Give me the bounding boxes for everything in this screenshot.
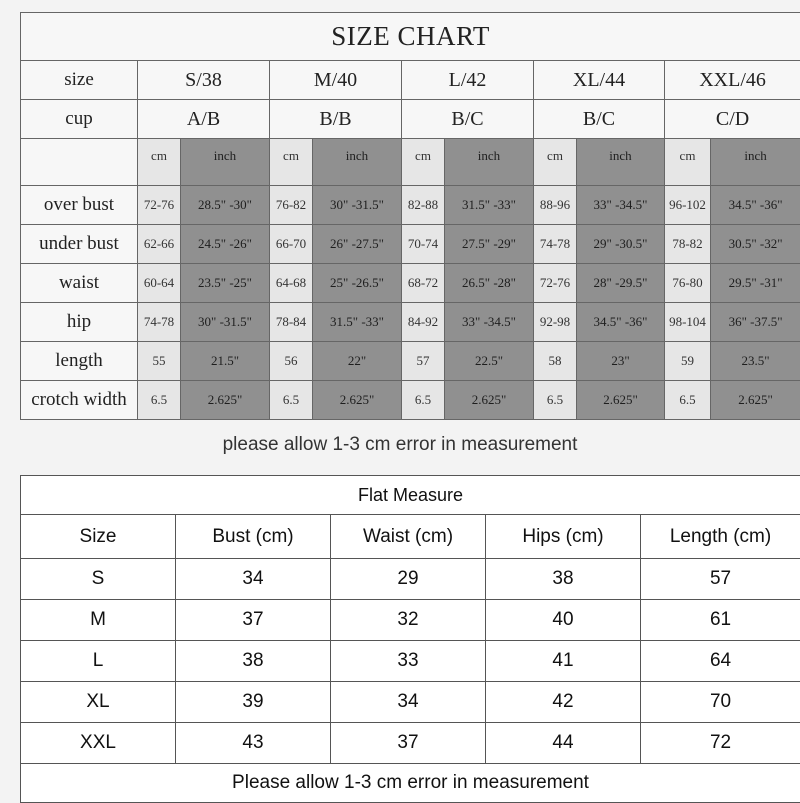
flat-header-cell: Size xyxy=(21,515,176,559)
inch-value: 24.5" -26" xyxy=(181,225,270,264)
flat-value-cell: 38 xyxy=(486,559,641,600)
measurement-label: length xyxy=(21,342,138,381)
measurement-row xyxy=(21,303,800,342)
size-chart-title: SIZE CHART xyxy=(21,13,800,61)
inch-value: 36" -37.5" xyxy=(711,303,800,342)
inch-value: 2.625" xyxy=(711,381,800,420)
cup-cell: B/C xyxy=(402,100,534,139)
measurement-label: over bust xyxy=(21,186,138,225)
flat-value-cell: 41 xyxy=(486,641,641,682)
inch-value: 26" -27.5" xyxy=(313,225,402,264)
inch-value: 33" -34.5" xyxy=(445,303,534,342)
flat-value-cell: 64 xyxy=(641,641,800,682)
cm-value: 72-76 xyxy=(138,186,181,225)
cm-value: 88-96 xyxy=(534,186,577,225)
measurement-label: crotch width xyxy=(21,381,138,420)
flat-value-cell: 61 xyxy=(641,600,800,641)
measurement-label: waist xyxy=(21,264,138,303)
inch-value: 27.5" -29" xyxy=(445,225,534,264)
inch-value: 2.625" xyxy=(445,381,534,420)
flat-measure-row xyxy=(21,600,800,641)
unit-cm-header: cm xyxy=(138,139,181,186)
cm-value: 68-72 xyxy=(402,264,445,303)
cup-row-label: cup xyxy=(21,100,138,139)
flat-value-cell: 42 xyxy=(486,682,641,723)
cm-value: 55 xyxy=(138,342,181,381)
cm-value: 92-98 xyxy=(534,303,577,342)
flat-measure-title: Flat Measure xyxy=(21,476,800,515)
measurement-error-note: please allow 1-3 cm error in measurement xyxy=(0,434,800,456)
inch-value: 22" xyxy=(313,342,402,381)
unit-inch-header: inch xyxy=(445,139,534,186)
flat-value-cell: M xyxy=(21,600,176,641)
cm-value: 6.5 xyxy=(534,381,577,420)
inch-value: 29" -30.5" xyxy=(577,225,665,264)
flat-value-cell: 38 xyxy=(176,641,331,682)
flat-value-cell: 70 xyxy=(641,682,800,723)
inch-value: 2.625" xyxy=(313,381,402,420)
inch-value: 25" -26.5" xyxy=(313,264,402,303)
flat-value-cell: 29 xyxy=(331,559,486,600)
cm-value: 6.5 xyxy=(270,381,313,420)
cm-value: 6.5 xyxy=(402,381,445,420)
flat-value-cell: 43 xyxy=(176,723,331,764)
cup-cell: B/C xyxy=(534,100,665,139)
flat-measure-row xyxy=(21,559,800,600)
flat-measure-table xyxy=(20,475,800,803)
unit-inch-header: inch xyxy=(313,139,402,186)
flat-header-cell: Waist (cm) xyxy=(331,515,486,559)
inch-value: 21.5" xyxy=(181,342,270,381)
cm-value: 78-84 xyxy=(270,303,313,342)
flat-value-cell: 57 xyxy=(641,559,800,600)
flat-header-cell: Bust (cm) xyxy=(176,515,331,559)
unit-cm-header: cm xyxy=(270,139,313,186)
inch-value: 2.625" xyxy=(577,381,665,420)
inch-value: 34.5" -36" xyxy=(577,303,665,342)
inch-value: 28.5" -30" xyxy=(181,186,270,225)
cm-value: 58 xyxy=(534,342,577,381)
measurement-row xyxy=(21,186,800,225)
cm-value: 78-82 xyxy=(665,225,711,264)
cm-value: 56 xyxy=(270,342,313,381)
unit-inch-header: inch xyxy=(577,139,665,186)
cup-cell: A/B xyxy=(138,100,270,139)
flat-value-cell: 32 xyxy=(331,600,486,641)
inch-value: 23.5" -25" xyxy=(181,264,270,303)
inch-value: 29.5" -31" xyxy=(711,264,800,303)
flat-value-cell: 39 xyxy=(176,682,331,723)
size-cell: L/42 xyxy=(402,61,534,100)
flat-value-cell: XL xyxy=(21,682,176,723)
inch-value: 28" -29.5" xyxy=(577,264,665,303)
cm-value: 98-104 xyxy=(665,303,711,342)
cm-value: 66-70 xyxy=(270,225,313,264)
measurement-row xyxy=(21,225,800,264)
measurement-row xyxy=(21,381,800,420)
cm-value: 59 xyxy=(665,342,711,381)
flat-value-cell: 40 xyxy=(486,600,641,641)
cm-value: 6.5 xyxy=(665,381,711,420)
size-row-label: size xyxy=(21,61,138,100)
cup-cell: B/B xyxy=(270,100,402,139)
flat-value-cell: S xyxy=(21,559,176,600)
flat-measure-row xyxy=(21,723,800,764)
cm-value: 74-78 xyxy=(138,303,181,342)
measurement-row xyxy=(21,264,800,303)
flat-measure-footer-note: Please allow 1-3 cm error in measurement xyxy=(21,764,800,803)
cup-cell: C/D xyxy=(665,100,800,139)
inch-value: 23.5" xyxy=(711,342,800,381)
inch-value: 34.5" -36" xyxy=(711,186,800,225)
flat-measure-row xyxy=(21,682,800,723)
flat-measure-row xyxy=(21,641,800,682)
inch-value: 23" xyxy=(577,342,665,381)
inch-value: 33" -34.5" xyxy=(577,186,665,225)
inch-value: 30" -31.5" xyxy=(313,186,402,225)
unit-cm-header: cm xyxy=(402,139,445,186)
size-cell: M/40 xyxy=(270,61,402,100)
inch-value: 31.5" -33" xyxy=(313,303,402,342)
cm-value: 72-76 xyxy=(534,264,577,303)
flat-value-cell: 37 xyxy=(331,723,486,764)
flat-header-cell: Hips (cm) xyxy=(486,515,641,559)
cm-value: 6.5 xyxy=(138,381,181,420)
size-cell: XL/44 xyxy=(534,61,665,100)
cm-value: 57 xyxy=(402,342,445,381)
size-cell: XXL/46 xyxy=(665,61,800,100)
cm-value: 62-66 xyxy=(138,225,181,264)
measurement-label: under bust xyxy=(21,225,138,264)
cm-value: 74-78 xyxy=(534,225,577,264)
inch-value: 2.625" xyxy=(181,381,270,420)
unit-row-blank xyxy=(21,139,138,186)
cm-value: 76-82 xyxy=(270,186,313,225)
flat-value-cell: 37 xyxy=(176,600,331,641)
flat-value-cell: L xyxy=(21,641,176,682)
cm-value: 76-80 xyxy=(665,264,711,303)
cm-value: 84-92 xyxy=(402,303,445,342)
inch-value: 30" -31.5" xyxy=(181,303,270,342)
flat-value-cell: 44 xyxy=(486,723,641,764)
measurement-label: hip xyxy=(21,303,138,342)
cm-value: 96-102 xyxy=(665,186,711,225)
flat-value-cell: 34 xyxy=(331,682,486,723)
inch-value: 30.5" -32" xyxy=(711,225,800,264)
flat-value-cell: XXL xyxy=(21,723,176,764)
unit-cm-header: cm xyxy=(534,139,577,186)
size-cell: S/38 xyxy=(138,61,270,100)
cm-value: 60-64 xyxy=(138,264,181,303)
size-chart-table xyxy=(20,12,800,420)
inch-value: 22.5" xyxy=(445,342,534,381)
cm-value: 64-68 xyxy=(270,264,313,303)
unit-cm-header: cm xyxy=(665,139,711,186)
unit-inch-header: inch xyxy=(711,139,800,186)
flat-value-cell: 34 xyxy=(176,559,331,600)
unit-inch-header: inch xyxy=(181,139,270,186)
cm-value: 82-88 xyxy=(402,186,445,225)
measurement-row xyxy=(21,342,800,381)
inch-value: 31.5" -33" xyxy=(445,186,534,225)
inch-value: 26.5" -28" xyxy=(445,264,534,303)
flat-value-cell: 33 xyxy=(331,641,486,682)
flat-header-cell: Length (cm) xyxy=(641,515,800,559)
flat-value-cell: 72 xyxy=(641,723,800,764)
cm-value: 70-74 xyxy=(402,225,445,264)
